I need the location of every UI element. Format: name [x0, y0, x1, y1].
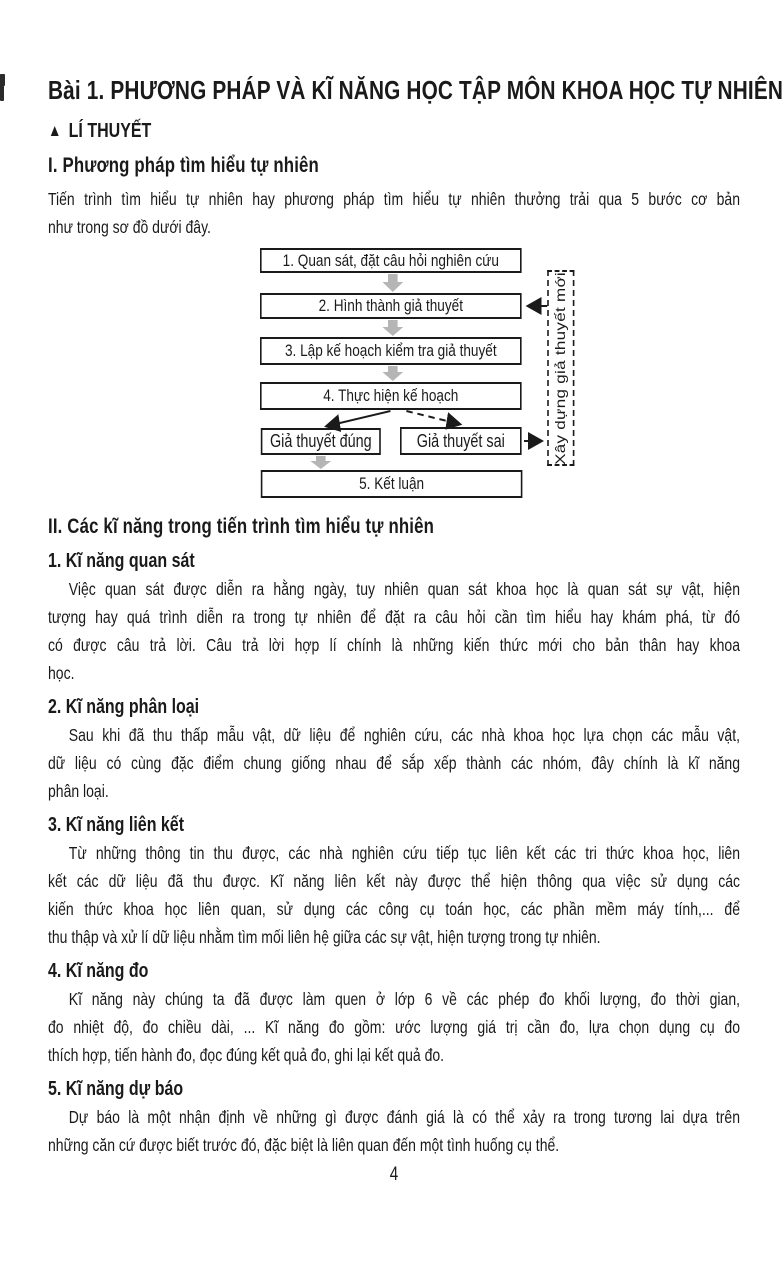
flowchart-connectors: [48, 248, 740, 500]
text-line: Tiến trình tìm hiểu tự nhiên hay phương pháp tìm hiểu tự nhiên thưởng trải qua 5 bước cơ bản: [48, 189, 740, 209]
triangle-icon: ▲: [48, 121, 62, 140]
flowchart-step-4: 4. Thực hiện kế hoạch: [260, 382, 522, 410]
flow-arrow-down-icon: [382, 320, 403, 336]
flow-arrow-true-branch: [327, 411, 390, 426]
text-line: đo nhiệt độ, đo chiều dài, ... Kĩ năng đo gồm: ước lượng giá trị cần đo, lựa chọn dụng cụ đo: [48, 1017, 740, 1037]
text-line: như trong sơ đồ dưới đây.: [48, 217, 211, 237]
skill-1-paragraph: [48, 575, 740, 687]
flow-arrow-down-icon: [382, 274, 403, 292]
flow-arrow-false-branch: [406, 411, 459, 424]
page-number: 4: [389, 1164, 399, 1185]
lesson-title: Bài 1. PHƯƠNG PHÁP VÀ KĨ NĂNG HỌC TẬP MÔN KHOA HỌC TỰ NHIÊN: [48, 75, 784, 105]
inquiry-method-flowchart: [48, 248, 740, 500]
text-line: có được câu trả lời. Câu trả lời hợp lí chính là những kiến thức mới cho bản thân hay khoa: [48, 635, 740, 655]
section-skills-heading: II. Các kĩ năng trong tiến trình tìm hiểu tự nhiên: [48, 515, 435, 538]
skill-2-paragraph: [48, 721, 740, 805]
flow-arrow-down-icon: [310, 456, 331, 469]
textbook-page: [0, 74, 784, 1188]
flowchart-step-5: 5. Kết luận: [261, 470, 523, 498]
flowchart-feedback-label: Xây dựng giả thuyết mới: [552, 271, 568, 465]
flowchart-branch-hypothesis-false: Giả thuyết sai: [400, 427, 522, 455]
text-line: Việc quan sát được diễn ra hằng ngày, tuy nhiên quan sát khoa học là quan sát sự vật, hiện: [68, 579, 741, 599]
text-line: kiến thức khoa học liên quan, sử dụng các công cụ toán học, các phần mềm máy tính,... để: [48, 899, 740, 919]
text-line: Sau khi đã thu thấp mẫu vật, dữ liệu để nghiên cứu, các nhà khoa học lựa chọn các mẫu vật,: [68, 725, 741, 745]
flowchart-step-1: 1. Quan sát, đặt câu hỏi nghiên cứu: [260, 248, 522, 273]
skill-3-paragraph: [48, 839, 740, 951]
text-line: kết các dữ liệu đã thu được. Kĩ năng liên kết này được thể hiện thông qua việc sử dụng các: [48, 871, 740, 891]
text-line: học.: [48, 663, 75, 683]
skill-1-heading: 1. Kĩ năng quan sát: [48, 550, 195, 572]
text-line: những căn cứ được biết trước đó, đặc biệt là liên quan đến một tình huống cụ thể.: [48, 1135, 560, 1155]
flowchart-step-2: 2. Hình thành giả thuyết: [260, 293, 522, 319]
section-method-intro: [48, 185, 740, 241]
text-line: tượng hay quá trình diễn ra trong tự nhiên để đặt ra câu hỏi cần tìm hiểu hay khám phá, từ đó: [48, 607, 740, 627]
skill-4-heading: 4. Kĩ năng đo: [48, 960, 149, 982]
skill-5-paragraph: [48, 1103, 740, 1159]
text-line: thu thập và xử lí dữ liệu nhằm tìm mối liên hệ giữa các sự vật, hiện tượng trong tự nhiên.: [48, 927, 601, 947]
skill-3-heading: 3. Kĩ năng liên kết: [48, 814, 185, 836]
skill-5-heading: 5. Kĩ năng dự báo: [48, 1078, 184, 1100]
flowchart-step-3: 3. Lập kế hoạch kiểm tra giả thuyết: [260, 337, 522, 365]
skill-2-heading: 2. Kĩ năng phân loại: [48, 696, 200, 718]
skill-4-paragraph: [48, 985, 740, 1069]
section-method-heading: I. Phương pháp tìm hiểu tự nhiên: [48, 154, 319, 177]
text-line: thích hợp, tiến hành đo, đọc đúng kết quả đo, ghi lại kết quả đo.: [48, 1045, 445, 1065]
theory-section-heading: [48, 118, 740, 144]
flowchart-branch-hypothesis-true: Giả thuyết đúng: [261, 428, 381, 455]
text-line: Từ những thông tin thu được, các nhà nghiên cứu tiếp tục liên kết các tri thức khoa học, liên: [68, 843, 741, 863]
text-line: Kĩ năng này chúng ta đã được làm quen ở lớp 6 về các phép đo khối lượng, đo thời gian,: [68, 989, 741, 1009]
flow-arrow-down-icon: [382, 366, 403, 381]
theory-label: LÍ THUYẾT: [68, 120, 152, 142]
text-line: Dự báo là một nhận định về những gì được đánh giá là có thể xảy ra trong tương lai dựa trên: [68, 1107, 741, 1127]
text-line: dữ liệu có cùng đặc điểm chung giống nhau để sắp xếp thành các nhóm, đây chính là kĩ năng: [48, 753, 740, 773]
text-line: phân loại.: [48, 781, 109, 801]
